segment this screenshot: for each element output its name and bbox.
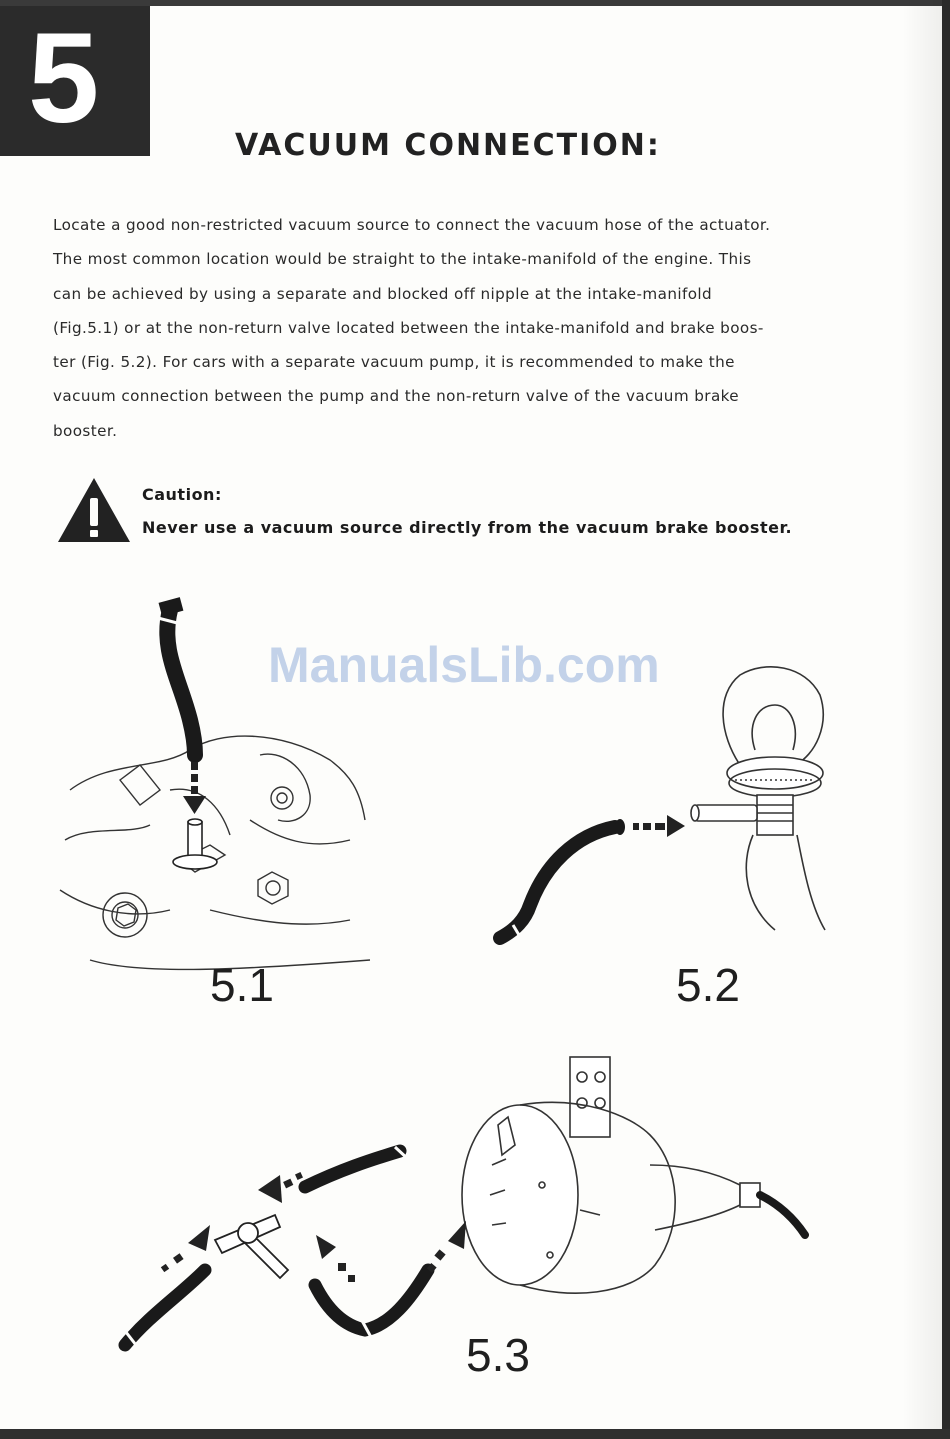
body-paragraph [53, 208, 873, 448]
chapter-number: 5 [28, 7, 98, 150]
figure-label-5-3: 5.3 [466, 1329, 530, 1381]
figure-5-1-intake-manifold-illustration [50, 590, 380, 980]
watermark: ManualsLib.com [268, 637, 660, 693]
chapter-number-box [0, 6, 150, 156]
body-line: vacuum connection between the pump and the non-return valve of the vacuum brake [53, 387, 740, 406]
figure-5-3-vacuum-pump-t-piece-illustration [110, 1055, 830, 1355]
body-line: can be achieved by using a separate and blocked off nipple at the intake-manifold [53, 284, 713, 303]
section-heading: VACUUM CONNECTION: [235, 128, 661, 163]
figure-label-5-1: 5.1 [210, 959, 274, 1011]
body-line: booster. [53, 421, 118, 440]
body-line: (Fig.5.1) or at the non-return valve located between the intake-manifold and brake boos- [53, 318, 764, 337]
body-line: The most common location would be straight to the intake-manifold of the engine. This [53, 250, 752, 269]
figure-5-2-non-return-valve-illustration [485, 655, 835, 955]
page-border-bottom [0, 1429, 950, 1439]
body-line: Locate a good non-restricted vacuum source to connect the vacuum hose of the actuator. [53, 216, 771, 234]
caution-text: Never use a vacuum source directly from the vacuum brake booster. [142, 518, 793, 537]
body-line: ter (Fig. 5.2). For cars with a separate vacuum pump, it is recommended to make the [53, 353, 735, 372]
figure-label-5-2: 5.2 [676, 959, 740, 1011]
caution-title: Caution: [142, 485, 222, 504]
page-edge-shadow [902, 0, 942, 1439]
page-border-right [942, 0, 950, 1439]
warning-triangle-icon [56, 476, 132, 544]
